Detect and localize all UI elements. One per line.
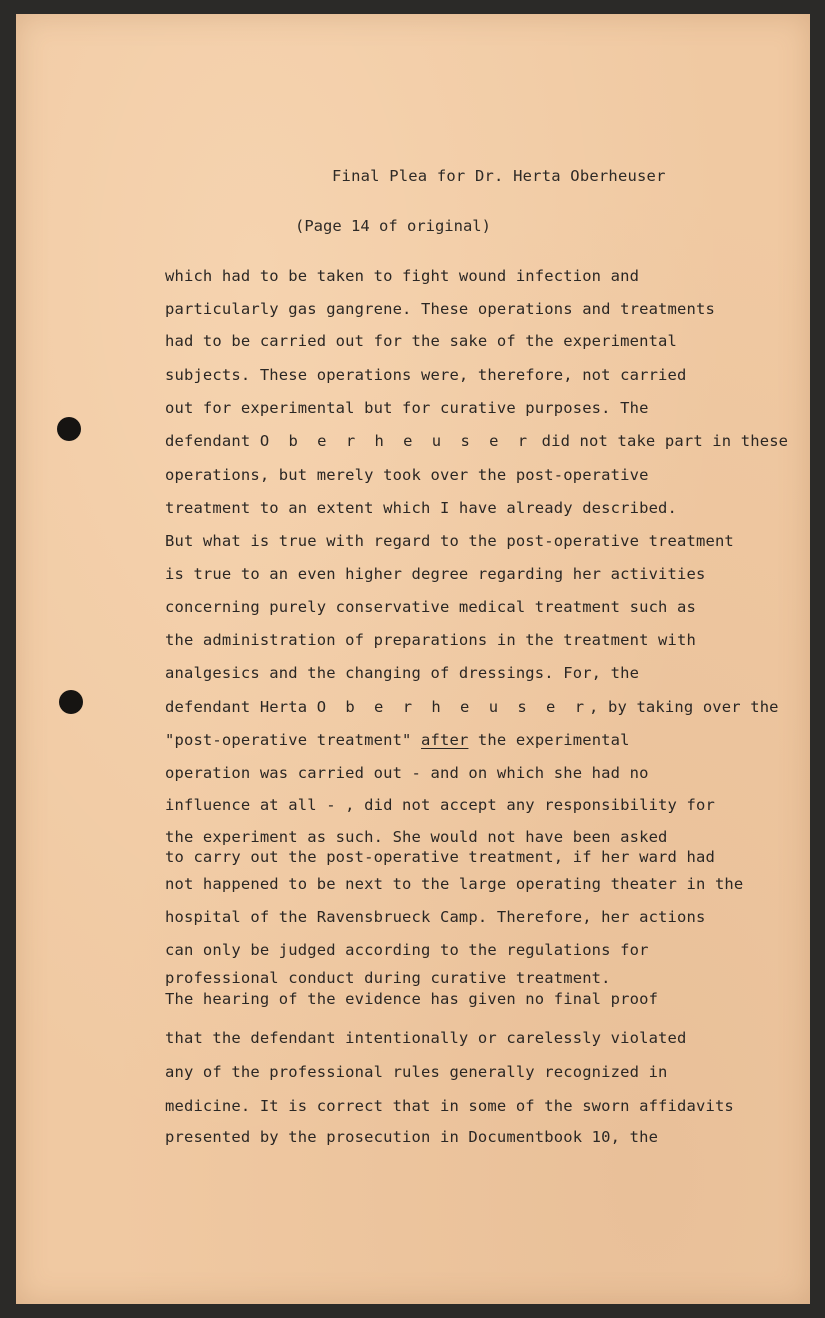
document-title: Final Plea for Dr. Herta Oberheuser [332, 167, 666, 185]
text-line [165, 698, 779, 716]
text-line: the administration of preparations in the treatment with [165, 631, 696, 649]
text-line: But what is true with regard to the post-operative treatment [165, 532, 734, 550]
text-fragment: the experimental [477, 731, 630, 749]
underlined-word: after [421, 731, 469, 749]
text-line: had to be carried out for the sake of the experimental [165, 332, 678, 350]
text-line: The hearing of the evidence has given no final proof [165, 990, 659, 1008]
text-line: to carry out the post-operative treatment, if her ward had [165, 848, 715, 866]
text-fragment: defendant Herta [165, 698, 308, 716]
text-line: concerning purely conservative medical treatment such as [165, 598, 696, 616]
text-line: treatment to an extent which I have already described. [165, 499, 678, 517]
text-line: operations, but merely took over the post-operative [165, 466, 649, 484]
text-fragment: , by taking over the [589, 698, 779, 716]
punch-hole [59, 690, 83, 714]
text-line [165, 731, 630, 749]
text-line: any of the professional rules generally recognized in [165, 1063, 668, 1081]
text-line: influence at all - , did not accept any responsibility for [165, 796, 715, 814]
text-line: that the defendant intentionally or carelessly violated [165, 1029, 687, 1047]
text-fragment: did not take part in these [541, 432, 789, 450]
text-fragment: "post-operative treatment" [165, 731, 412, 749]
text-line: presented by the prosecution in Documentbook 10, the [165, 1128, 659, 1146]
text-line [165, 432, 788, 450]
text-line: particularly gas gangrene. These operations and treatments [165, 300, 715, 318]
text-line: analgesics and the changing of dressings. For, the [165, 664, 640, 682]
text-line: is true to an even higher degree regarding her activities [165, 565, 706, 583]
text-line: subjects. These operations were, therefore, not carried [165, 366, 687, 384]
punch-hole [57, 417, 81, 441]
spaced-name: O b e r h e u s e r [259, 432, 533, 450]
text-line: not happened to be next to the large operating theater in the [165, 875, 744, 893]
text-line: operation was carried out - and on which she had no [165, 764, 649, 782]
spaced-name: O b e r h e u s e r [316, 698, 590, 716]
text-line: professional conduct during curative treatment. [165, 969, 611, 987]
page-reference: (Page 14 of original) [295, 217, 491, 235]
text-line: the experiment as such. She would not have been asked [165, 828, 668, 846]
text-line: hospital of the Ravensbrueck Camp. Therefore, her actions [165, 908, 706, 926]
text-line: out for experimental but for curative purposes. The [165, 399, 649, 417]
text-line: can only be judged according to the regulations for [165, 941, 649, 959]
text-fragment: defendant [165, 432, 251, 450]
text-line: which had to be taken to fight wound infection and [165, 267, 640, 285]
text-line: medicine. It is correct that in some of the sworn affidavits [165, 1097, 734, 1115]
